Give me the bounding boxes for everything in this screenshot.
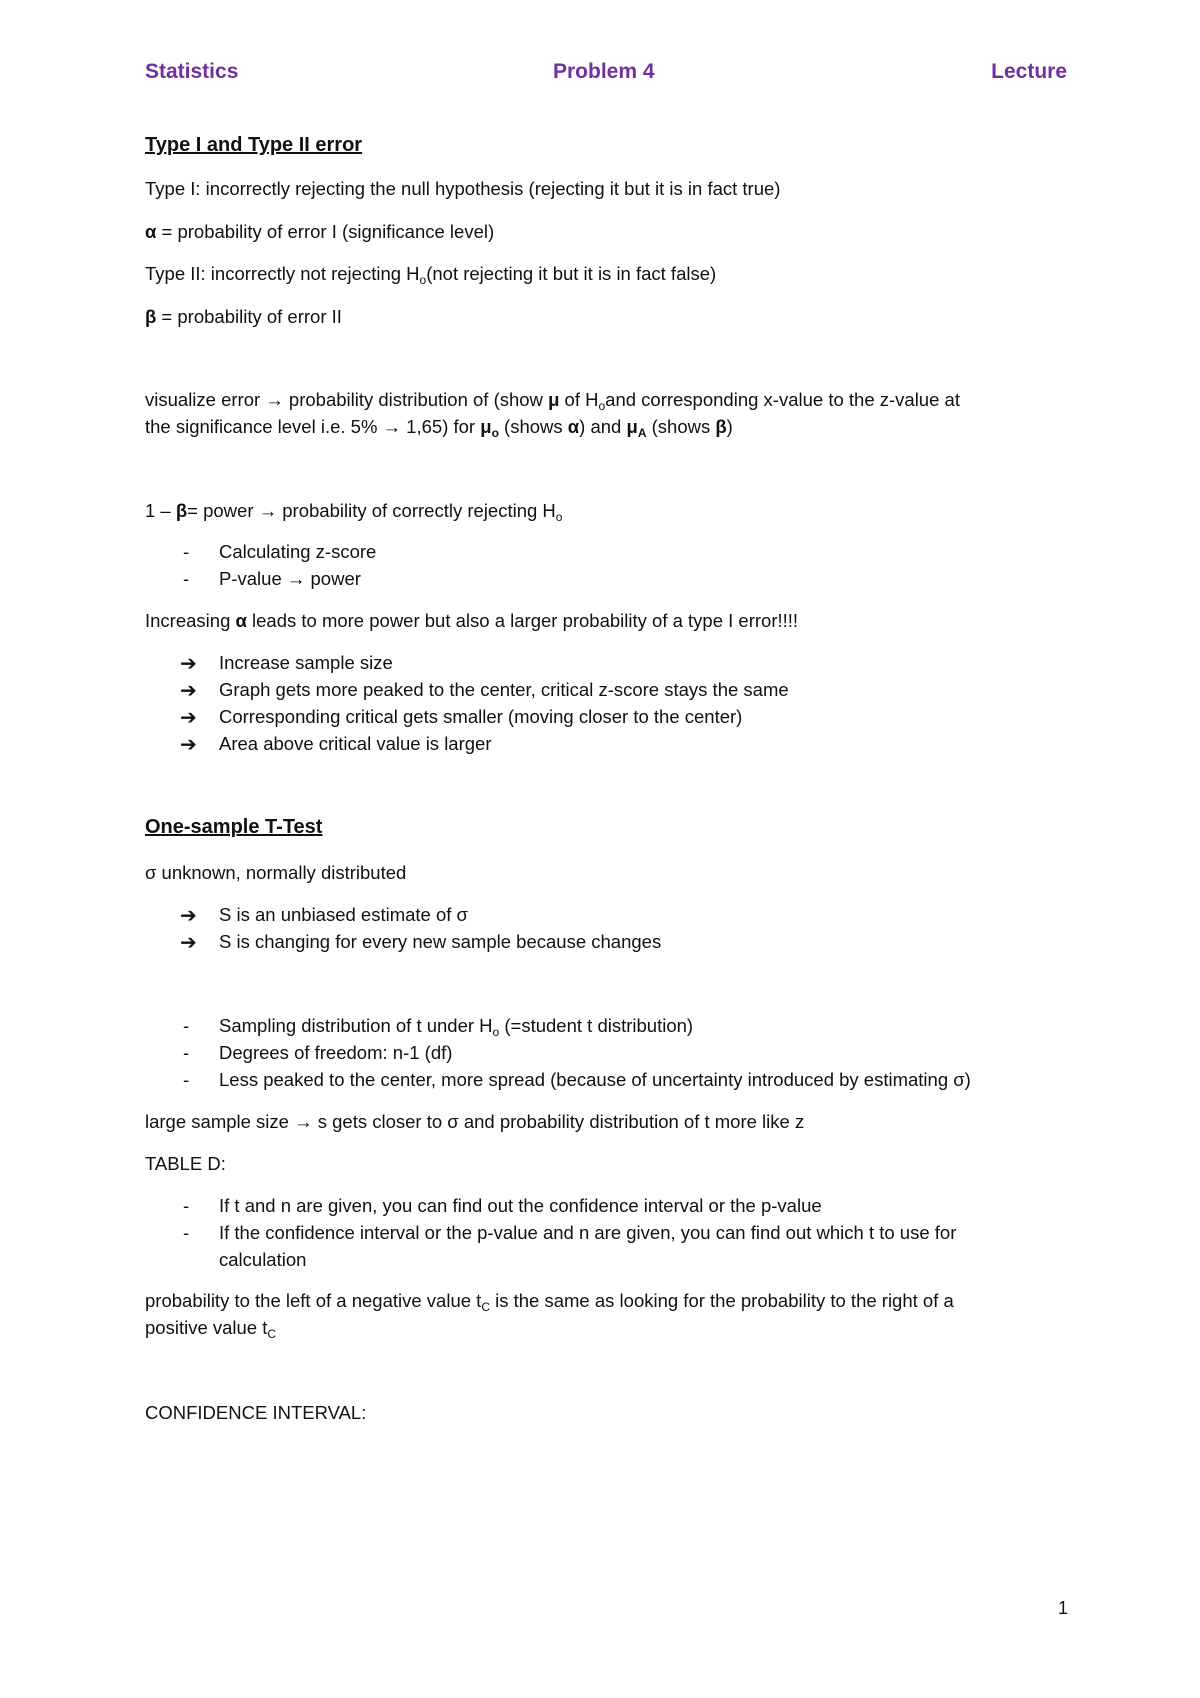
probability-left-line2 [145, 1317, 276, 1341]
list-item: Degrees of freedom: n-1 (df) [219, 1042, 453, 1063]
page-number: 1 [1057, 1598, 1068, 1618]
list-item: Less peaked to the center, more spread (because of uncertainty introduced by estimating σ) [219, 1069, 971, 1090]
vis2-text-b: (shows [498, 416, 568, 437]
increasing-text-a: Increasing [145, 610, 236, 631]
type2-text-a: Type II: incorrectly not rejecting H [145, 263, 420, 284]
section-title-t-test: One-sample T-Test [145, 816, 323, 838]
arrow-bullet-icon: ➔ [180, 932, 197, 954]
list-item: Graph gets more peaked to the center, critical z-score stays the same [219, 679, 789, 700]
muA-symbol: μ [626, 416, 638, 437]
power-subscript: o [555, 510, 563, 524]
vis-text-a: visualize error → probability distribution of (show [145, 389, 549, 410]
type2-definition [145, 263, 716, 287]
list-item: If t and n are given, you can find out the confidence interval or the p-value [219, 1195, 822, 1216]
dash1-subscript: o [492, 1025, 500, 1039]
vis2-text-e: ) [726, 416, 733, 437]
mu0-subscript: o [491, 426, 499, 440]
list-item: Corresponding critical gets smaller (moving closer to the center) [219, 706, 743, 727]
prob2-text-a: positive value t [145, 1317, 268, 1338]
prob2-subscript: C [267, 1327, 277, 1341]
mu0-symbol: μ [480, 416, 492, 437]
power-beta: β [175, 500, 188, 521]
confidence-interval-label: CONFIDENCE INTERVAL: [145, 1402, 367, 1423]
large-sample-line: large sample size → s gets closer to σ and probability distribution of t more like z [145, 1111, 805, 1132]
dash1-text-b: (=student t distribution) [499, 1015, 694, 1036]
list-item: P-value → power [219, 568, 361, 589]
muA-subscript: A [637, 426, 647, 440]
mu-symbol: μ [548, 389, 560, 410]
arrow-bullet-icon: ➔ [180, 905, 197, 927]
vis-text-b: of H [559, 389, 599, 410]
beta-text: = probability of error II [156, 306, 342, 327]
sigma-unknown-line: σ unknown, normally distributed [145, 862, 407, 883]
power-definition [145, 500, 562, 524]
dash-bullet: - [183, 568, 190, 589]
prob-subscript: C [481, 1300, 490, 1314]
probability-left-line1 [145, 1290, 954, 1314]
list-item: Calculating z-score [219, 541, 377, 562]
vis2-alpha: α [567, 416, 580, 437]
vis-subscript: o [598, 399, 606, 413]
visualize-error-line2 [145, 416, 733, 440]
increasing-text-b: leads to more power but also a larger probability of a type I error!!!! [246, 610, 799, 631]
arrow-bullet-icon: ➔ [180, 680, 197, 702]
section-title-errors: Type I and Type II error [145, 134, 363, 156]
table-d-label: TABLE D: [145, 1153, 226, 1174]
arrow-bullet-icon: ➔ [180, 707, 197, 729]
dash-bullet: - [183, 1069, 190, 1090]
increasing-alpha-line [145, 610, 798, 632]
alpha-definition [145, 221, 494, 243]
vis2-beta: β [715, 416, 727, 437]
header-right: Lecture [991, 60, 1067, 83]
arrow-bullet-icon: ➔ [180, 734, 197, 756]
list-item: If the confidence interval or the p-value and n are given, you can find out which t to use for [219, 1222, 957, 1243]
prob-text-b: is the same as looking for the probability to the right of a [489, 1290, 954, 1311]
vis2-text-a: the significance level i.e. 5% → 1,65) for [145, 416, 481, 437]
vis-text-c: and corresponding x-value to the z-value at [605, 389, 960, 410]
dash-bullet: - [183, 1042, 190, 1063]
arrow-bullet-icon: ➔ [180, 653, 197, 675]
list-item-continuation: calculation [219, 1249, 307, 1270]
alpha-symbol: α [145, 221, 157, 242]
type2-subscript: o [419, 273, 427, 287]
type2-text-b: (not rejecting it but it is in fact false) [426, 263, 717, 284]
list-item: Area above critical value is larger [219, 733, 492, 754]
dash-bullet: - [183, 1015, 190, 1036]
power-text-a: 1 – [145, 500, 176, 521]
power-text-b: = power → probability of correctly rejecting H [187, 500, 556, 521]
list-item: Increase sample size [219, 652, 393, 673]
vis2-text-d: (shows [646, 416, 716, 437]
header-left: Statistics [145, 60, 239, 83]
type1-definition: Type I: incorrectly rejecting the null hypothesis (rejecting it but it is in fact true) [145, 178, 781, 199]
dash-bullet: - [183, 541, 190, 562]
prob-text-a: probability to the left of a negative value t [145, 1290, 482, 1311]
visualize-error-line1 [145, 389, 960, 413]
vis2-text-c: ) and [579, 416, 627, 437]
list-item: S is an unbiased estimate of σ [219, 904, 468, 925]
dash-bullet: - [183, 1195, 190, 1216]
beta-definition [145, 306, 342, 328]
beta-symbol: β [145, 306, 157, 327]
dash-bullet: - [183, 1222, 190, 1243]
list-item [219, 1015, 693, 1039]
header-center: Problem 4 [553, 60, 655, 83]
increasing-alpha: α [235, 610, 247, 631]
list-item: S is changing for every new sample because changes [219, 931, 662, 952]
dash1-text-a: Sampling distribution of t under H [219, 1015, 493, 1036]
alpha-text: = probability of error I (significance level) [156, 221, 495, 242]
